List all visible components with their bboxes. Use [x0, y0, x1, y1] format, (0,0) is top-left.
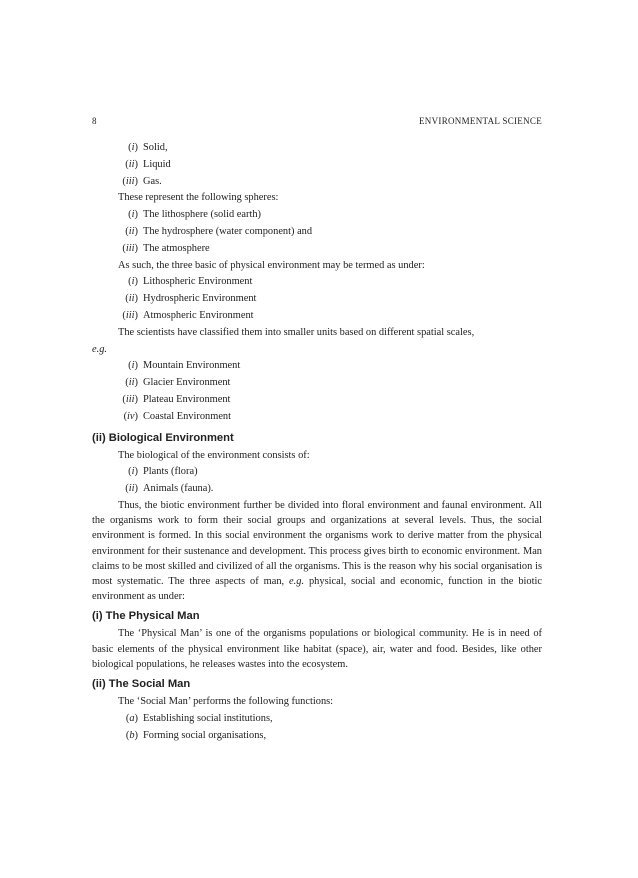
biological-intro: The biological of the environment consists of: [118, 449, 310, 461]
biological-paragraph: Thus, the biotic environment further be divided into floral environment and faunal environment. All the organisms work to form their social groups and organizations at several levels. Thus, the social environment is formed. In this social environment the organisms work to derive matter from the physical environment for their sustenance and development. This process gives birth to economic environment. Man claims to be most skilled and civilized of all the organisms. This is the reason why his social organisation is most systematic. The three aspects of man, e.g. physical, social and economic, function in the biotic environment as under: [92, 499, 542, 603]
section-heading-social-man: (ii) The Social Man [92, 677, 191, 690]
list-item-text: The hydrosphere (water component) and [143, 225, 313, 237]
biological-list [92, 464, 542, 498]
list-item-text: Establishing social institutions, [143, 712, 273, 724]
social-man-intro: The ‘Social Man’ performs the following functions: [118, 695, 334, 707]
list-item-text: Solid, [143, 142, 168, 153]
list-item-text: Glacier Environment [143, 377, 231, 389]
scales-intro-eg: e.g. [92, 343, 108, 355]
list-item: (i) Mountain Environment [128, 360, 241, 372]
list-item: (iii) Plateau Environment [122, 393, 231, 405]
list-item-text: The lithosphere (solid earth) [143, 209, 262, 221]
list-item-number: b [129, 729, 135, 741]
list-item-text: Plants (flora) [143, 466, 198, 478]
list-item: (i) Solid, [128, 142, 168, 153]
list-item-text: Forming social organisations, [143, 729, 267, 741]
spheres-list [92, 207, 542, 257]
list-item-number: ii [128, 158, 135, 170]
list-item: (ii) Glacier Environment [125, 377, 231, 389]
list-item: (iii) Gas. [122, 175, 162, 187]
list-item-text: Mountain Environment [143, 360, 241, 372]
list-item: (ii) The hydrosphere (water component) and [125, 225, 313, 237]
list-item-text: Atmospheric Environment [143, 309, 254, 321]
list-item-number: iii [125, 309, 135, 321]
list-item: (i) The lithosphere (solid earth) [128, 209, 262, 221]
list-item: (ii) Liquid [125, 158, 171, 170]
section-heading-physical-man: (i) The Physical Man [92, 610, 200, 623]
list-item-text: Lithospheric Environment [143, 276, 253, 288]
eg-abbrev: e.g. [289, 575, 305, 587]
list-item-number: iii [125, 393, 135, 405]
list-item-text: Plateau Environment [143, 393, 231, 405]
list-item-number: iii [125, 175, 135, 187]
scales-list [92, 358, 542, 425]
running-title: ENVIRONMENTAL SCIENCE [419, 116, 542, 126]
list-item-text: The atmosphere [143, 242, 210, 254]
list-item-number: i [131, 466, 135, 478]
list-item-number: i [131, 142, 135, 153]
spheres-intro: These represent the following spheres: [118, 192, 279, 204]
physical-env-list [92, 274, 542, 324]
page-number: 8 [92, 116, 97, 126]
list-item: (ii) Animals (fauna). [125, 483, 214, 495]
list-item-number: iii [125, 242, 135, 254]
physical-intro: As such, the three basic of physical environment may be termed as under: [118, 259, 425, 271]
list-item-number: a [129, 712, 135, 724]
list-item: (i) Plants (flora) [128, 466, 198, 478]
social-man-list [92, 711, 542, 745]
list-item-text: Liquid [143, 158, 171, 170]
list-item: (i) Lithospheric Environment [128, 276, 253, 288]
list-item-text: Animals (fauna). [143, 483, 214, 495]
list-item-text: Gas. [143, 175, 162, 187]
states-list [92, 140, 542, 190]
list-item-number: ii [128, 483, 135, 495]
scales-intro: The scientists have classified them into smaller units based on different spatial scales, [118, 326, 475, 338]
page-content [92, 140, 542, 744]
list-item-number: i [131, 209, 135, 221]
list-item-number: ii [128, 377, 135, 389]
list-item: (ii) Hydrospheric Environment [125, 293, 257, 305]
list-item: (iii) Atmospheric Environment [122, 309, 254, 321]
list-item: (iii) The atmosphere [122, 242, 210, 254]
list-item: (b) Forming social organisations, [125, 729, 267, 741]
list-item-text: Hydrospheric Environment [143, 293, 257, 305]
physical-man-paragraph: The ‘Physical Man’ is one of the organisms populations or biological community. He is in need of basic elements of the physical environment like habitat (space), air, water and food. Besides, like other biological populations, he releases wastes into the ecosystem. [92, 628, 542, 670]
running-head [92, 116, 542, 128]
list-item: (iv) Coastal Environment [123, 410, 232, 422]
list-item-number: iv [127, 410, 135, 422]
list-item: (a) Establishing social institutions, [125, 712, 273, 724]
list-item-text: Coastal Environment [143, 410, 232, 422]
list-item-number: ii [128, 225, 135, 237]
section-heading-biological: (ii) Biological Environment [92, 431, 234, 444]
list-item-number: ii [128, 293, 135, 305]
list-item-number: i [131, 360, 135, 372]
list-item-number: i [131, 276, 135, 288]
